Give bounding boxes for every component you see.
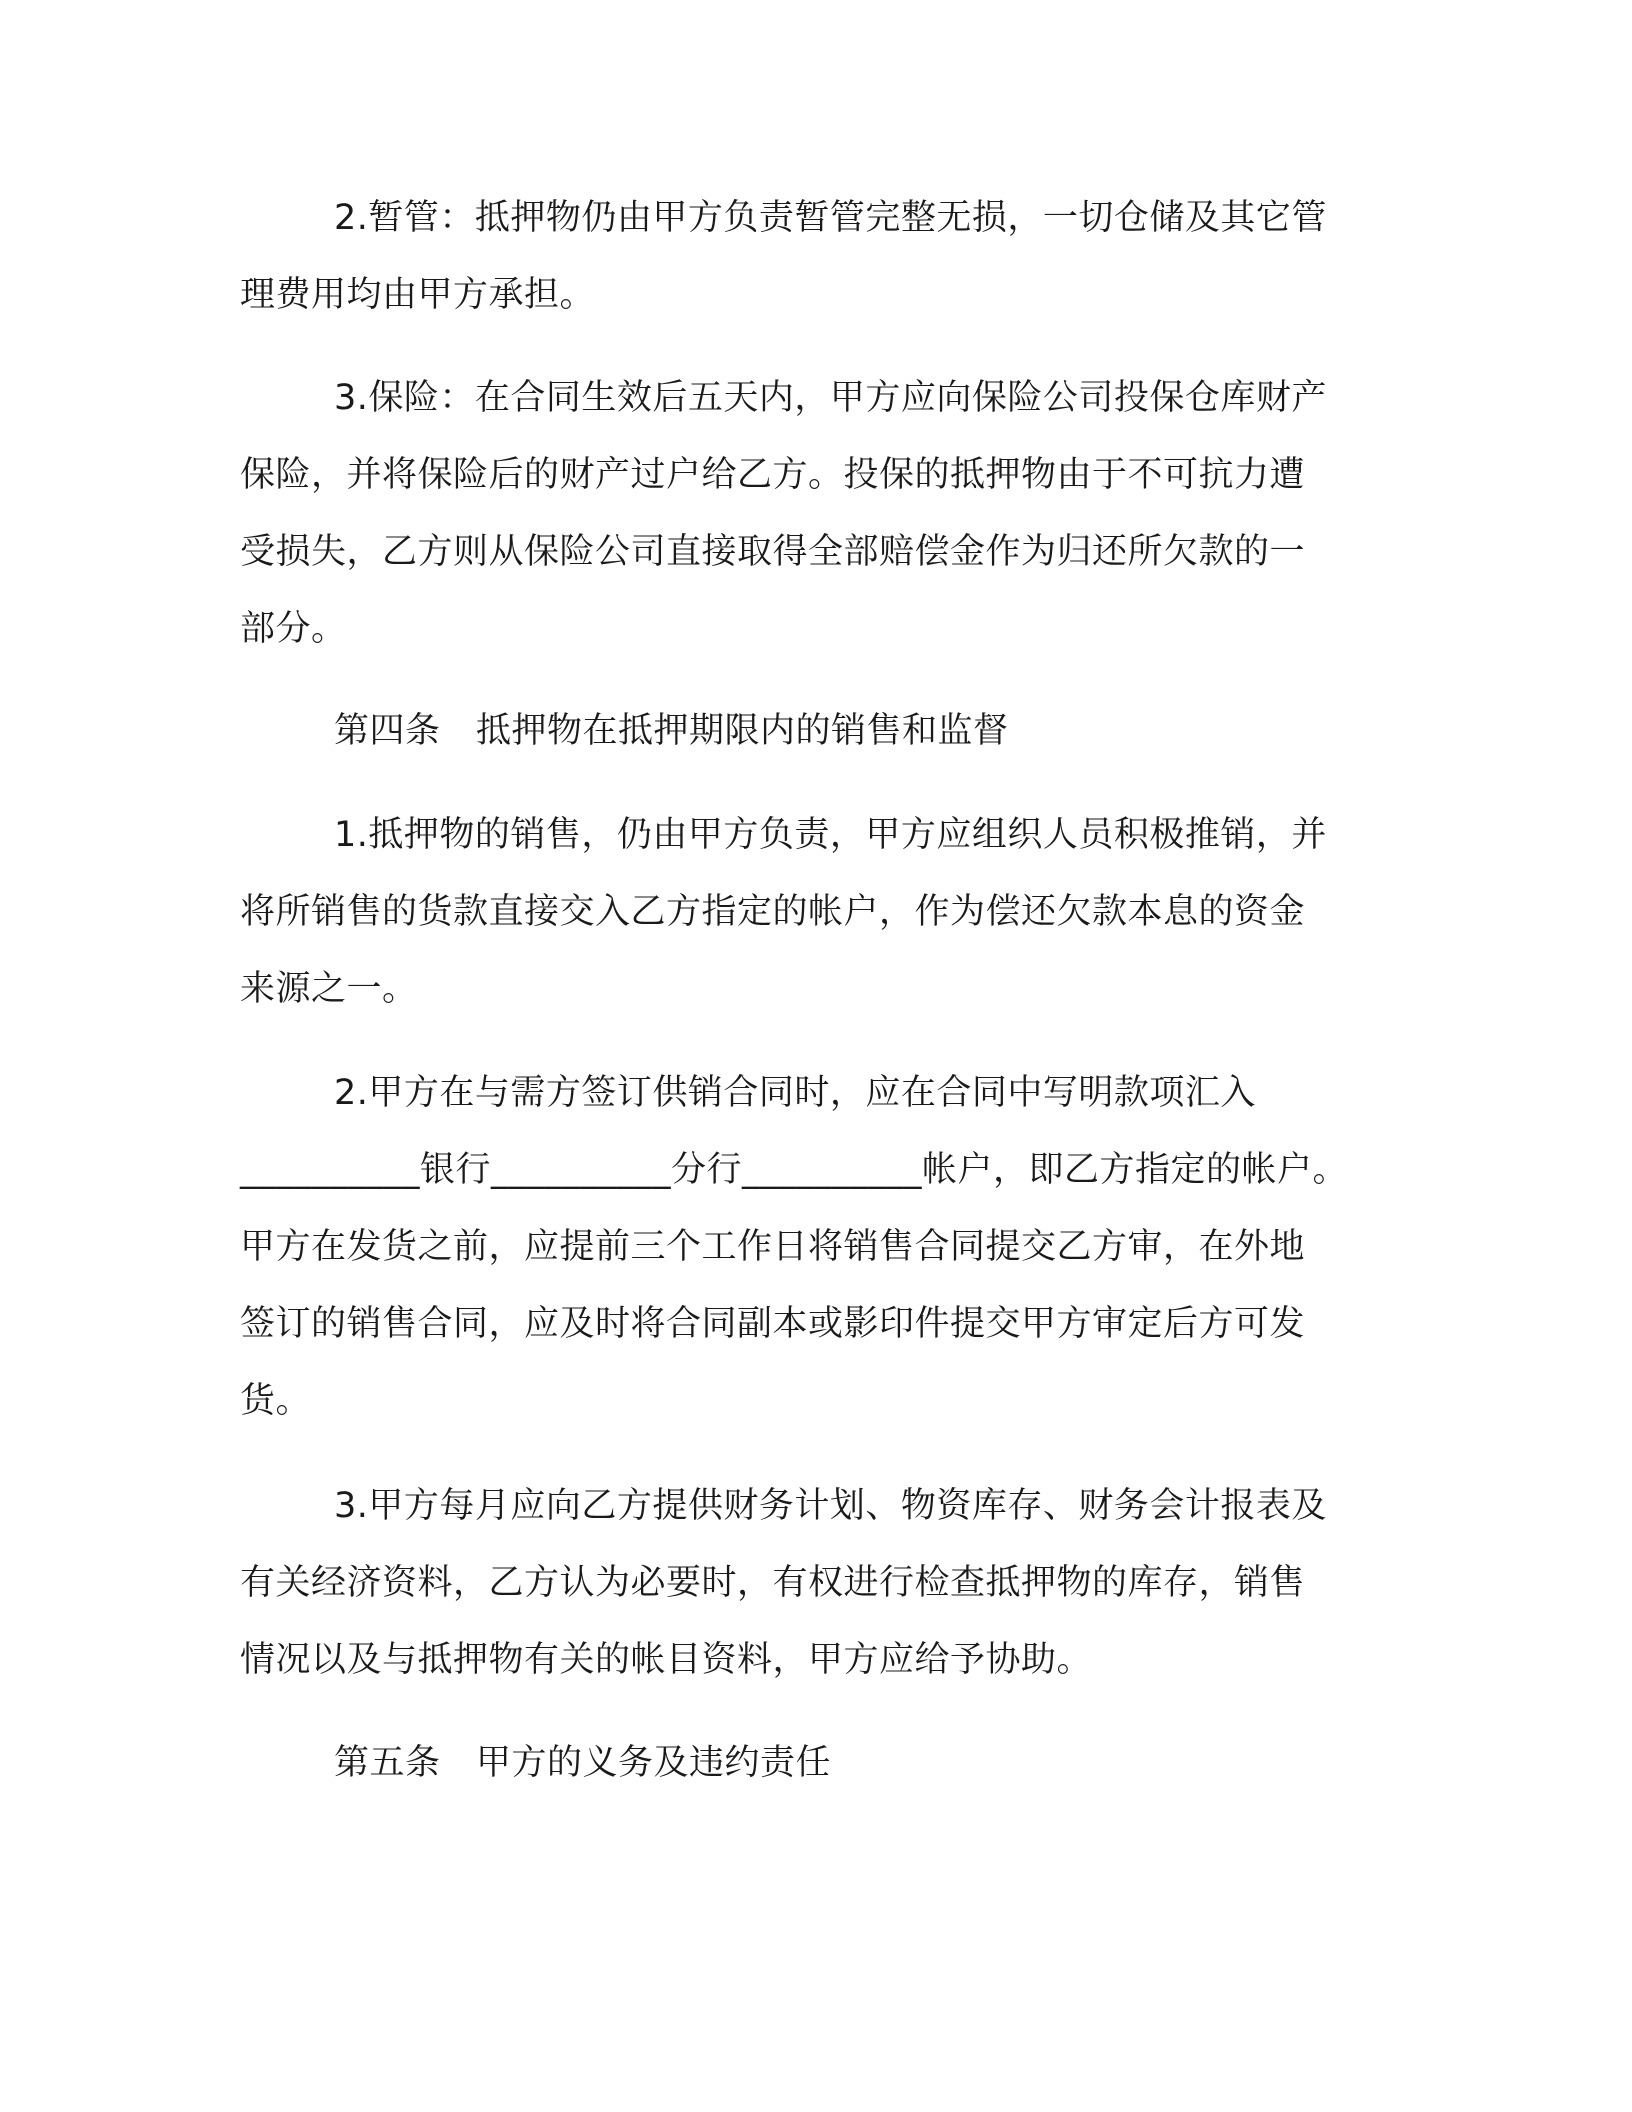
- paragraph-line: 1.抵押物的销售，仍由甲方负责，甲方应组织人员积极推销，并: [334, 815, 1327, 855]
- paragraph-line: 情况以及与抵押物有关的帐目资料，甲方应给予协助。: [240, 1640, 1093, 1680]
- section-heading: 第五条 甲方的义务及违约责任: [334, 1743, 832, 1783]
- paragraph-line: 有关经济资料，乙方认为必要时，有权进行检查抵押物的库存，销售: [240, 1563, 1306, 1603]
- paragraph-sales: [240, 797, 1370, 1028]
- paragraph-line: 甲方在发货之前，应提前三个工作日将销售合同提交乙方审，在外地: [240, 1227, 1306, 1267]
- paragraph-line: 签订的销售合同，应及时将合同副本或影印件提交甲方审定后方可发: [240, 1304, 1306, 1344]
- paragraph-line: 2.暂管：抵押物仍由甲方负责暂管完整无损，一切仓储及其它管: [334, 198, 1327, 238]
- paragraph-line: 3.保险：在合同生效后五天内，甲方应向保险公司投保仓库财产: [334, 378, 1327, 418]
- paragraph-line: 货。: [240, 1381, 312, 1421]
- paragraph-line: 保险，并将保险后的财产过户给乙方。投保的抵押物由于不可抗力遭: [240, 455, 1306, 495]
- paragraph-line: 部分。: [240, 609, 347, 649]
- article-5-heading: [240, 1725, 1370, 1802]
- paragraph-reports: [240, 1468, 1370, 1699]
- paragraph-line: 将所销售的货款直接交入乙方指定的帐户，作为偿还欠款本息的资金: [240, 892, 1306, 932]
- paragraph-line: 受损失，乙方则从保险公司直接取得全部赔偿金作为归还所欠款的一: [240, 532, 1306, 572]
- paragraph-line: 2.甲方在与需方签订供销合同时，应在合同中写明款项汇入: [334, 1073, 1256, 1113]
- paragraph-line: 理费用均由甲方承担。: [240, 275, 596, 315]
- article-4-heading: [240, 693, 1370, 770]
- paragraph-line-blanks: __________银行__________分行__________帐户，即乙方指定的帐户。: [240, 1150, 1349, 1190]
- paragraph-line: 来源之一。: [240, 969, 418, 1009]
- paragraph-custody: [240, 180, 1370, 334]
- section-heading: 第四条 抵押物在抵押期限内的销售和监督: [334, 711, 1009, 751]
- paragraph-line: 3.甲方每月应向乙方提供财务计划、物资库存、财务会计报表及: [334, 1486, 1327, 1526]
- paragraph-insurance: [240, 360, 1370, 668]
- paragraph-contract: [240, 1055, 1370, 1440]
